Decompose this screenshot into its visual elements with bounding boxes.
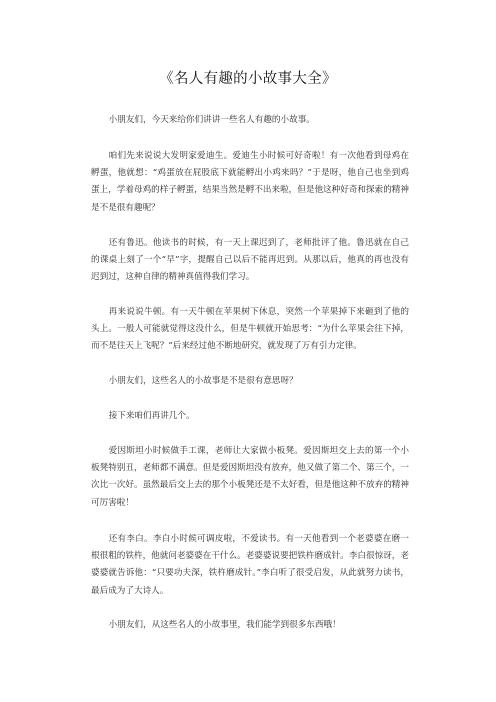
paragraph-newton: 再来说说牛顿。有一天牛顿在苹果树下休息，突然一个苹果掉下来砸到了他的头上。一般人可能就觉得这没什么，但是牛顿就开始思考：“为什么苹果会往下掉，而不是往天上飞呢？”后来经过他不断地研究，就发现了万有引力定律。: [91, 307, 409, 352]
paragraph-libai: 还有李白。李白小时候可调皮啦，不爱读书。有一天他看到一个老婆婆在磨一根很粗的铁杵，他就问老婆婆在干什么。老婆婆说要把铁杵磨成针。李白很惊讶，老婆婆就告诉他：“只要功夫深，铁杵磨成针。”李白听了很受启发，从此就努力读书，最后成为了大诗人。: [91, 534, 409, 596]
paragraph-luxun: 还有鲁迅。他读书的时候，有一天上课迟到了，老师批评了他。鲁迅就在自己的课桌上刻了一个“早”字，提醒自己以后不能再迟到。从那以后，他真的再也没有迟到过，这种自律的精神真值得我们学习。: [91, 238, 409, 283]
paragraph-intro: 小朋友们，今天来给你们讲讲一些名人有趣的小故事。: [108, 115, 315, 125]
paragraph-transition: 接下来咱们再讲几个。: [108, 411, 195, 421]
paragraph-question: 小朋友们，这些名人的小故事是不是很有意思呀？: [108, 376, 298, 386]
document-title: 《名人有趣的小故事大全》: [159, 71, 337, 87]
paragraph-einstein: 爱因斯坦小时候做手工课，老师让大家做小板凳。爱因斯坦交上去的第一个小板凳特别丑，老师都不满意。但是爱因斯坦没有放弃，他又做了第二个、第三个，一次比一次好。虽然最后交上去的那个小板凳还是不太好看，但是他这种不放弃的精神可厉害啦！: [91, 446, 409, 508]
paragraph-edison: 咱们先来说说大发明家爱迪生。爱迪生小时候可好奇啦！有一次他看到母鸡在孵蛋，他就想：“鸡蛋放在屁股底下就能孵出小鸡来吗？”于是呀，他自己也坐到鸡蛋上，学着母鸡的样子孵蛋，结果当然是孵不出来啦，但是他这种好奇和探索的精神是不是很有趣呢？: [91, 151, 409, 213]
paragraph-conclusion: 小朋友们，从这些名人的小故事里，我们能学到很多东西哦！: [108, 620, 341, 630]
